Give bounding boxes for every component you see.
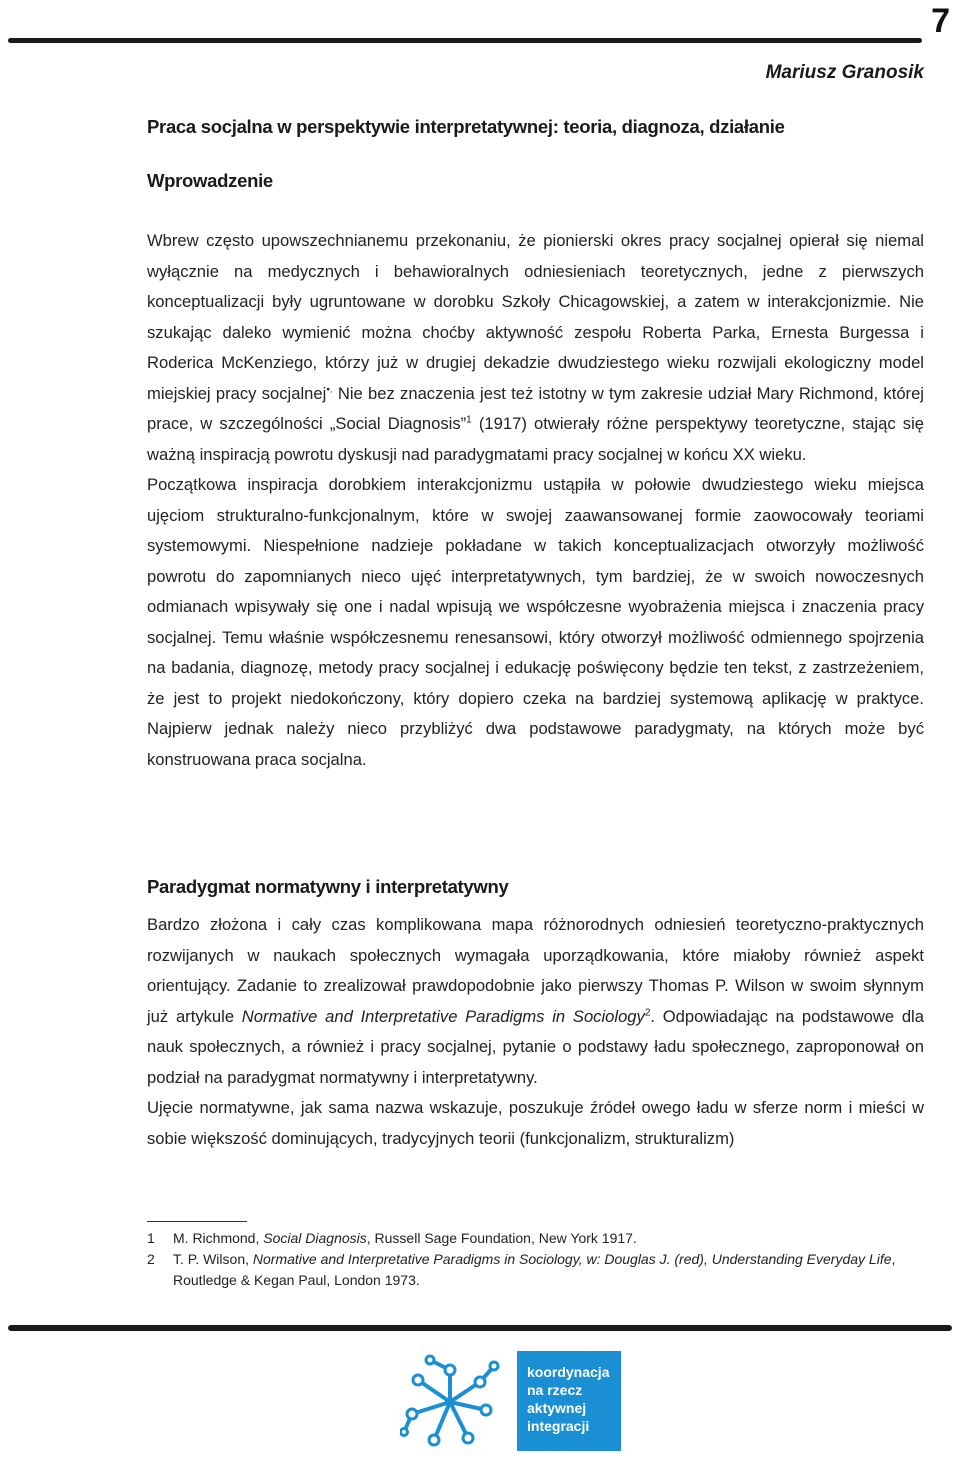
- paragraph: [147, 910, 924, 1093]
- footnote-text-part: , Russell Sage Foundation, New York 1917.: [366, 1230, 637, 1246]
- footnote-text: [173, 1228, 637, 1249]
- footnote-divider: [147, 1221, 247, 1222]
- bottom-rule: [8, 1325, 952, 1331]
- page-number: 7: [931, 2, 950, 40]
- section-heading-paradigms: Paradygmat normatywny i interpretatywny: [147, 876, 509, 897]
- paragraph-text: . Odpowiadając na podstawowe dla nauk społecznych, a również i pracy socjalnej, pytanie o podstawy ładu społecznego, zaproponował on podział na paradygmat normatywny i interpretatywny.: [147, 1006, 924, 1087]
- footnote-text-part: , Routledge & Kegan Paul, London 1973.: [173, 1251, 896, 1288]
- paragraph-text: Bardzo złożona i cały czas komplikowana mapa różnorodnych odniesień teoretyczno-praktycznych rozwijanych w naukach społecznych wymagała uporządkowania, które miałoby również aspekt orientujący. Zadanie to zrealizował prawdopodobnie jako pierwszy Thomas P. Wilson w swoim słynnym już artykule: [147, 915, 924, 1026]
- logo-text-box: [517, 1351, 621, 1451]
- paragraph: [147, 226, 924, 470]
- logo-line: koordynacja: [527, 1364, 610, 1380]
- author-name: Mariusz Granosik: [765, 62, 924, 83]
- footnote-text: [173, 1249, 932, 1291]
- footnote-2: [147, 1249, 932, 1291]
- footnote-1: [147, 1228, 932, 1249]
- network-logo-icon: [400, 1352, 500, 1452]
- article-title-italic: Normative and Interpretative Paradigms in Sociology: [241, 1006, 645, 1026]
- logo-line: na rzecz: [527, 1382, 583, 1398]
- paragraph: Ujęcie normatywne, jak sama nazwa wskazuje, poszukuje źródeł owego ładu w sferze norm i mieści w sobie większość dominujących, tradycyjnych teorii (funkcjonalizm, strukturalizm): [147, 1098, 924, 1148]
- paragraph-text: (1917) otwierały różne perspektywy teoretyczne, stając się ważną inspiracją powrotu dyskusji nad paradygmatami pracy socjalnej w końcu XX wieku.: [147, 414, 924, 464]
- footnotes: [147, 1228, 932, 1291]
- logo-line: integracji: [527, 1418, 590, 1434]
- footnote-text-part: M. Richmond,: [173, 1230, 264, 1246]
- footnote-number: 2: [147, 1251, 155, 1267]
- bullet-mark: •.: [326, 383, 333, 395]
- paragraph: Początkowa inspiracja dorobkiem interakcjonizmu ustąpiła w połowie dwudziestego wieku miejsca ujęciom strukturalno-funkcjonalnym, które w swojej zaawansowanej formie zaowocowały teoriami systemowymi. Niespełnione nadzieje pokładane w takich konceptualizacjach otworzyły możliwość powrotu do zapomnianych nieco ujęć interpretatywnych, tym bardziej, że w swoich nowoczesnych odmianach wpisywały się one i nadal wpisują we współczesne wyobrażenia miejsca i znaczenia pracy socjalnej. Temu właśnie współczesnemu renesansowi, który otworzył możliwość odmiennego spojrzenia na badania, diagnozę, metody pracy socjalnej i edukację poświęcony będzie ten tekst, z zastrzeżeniem, że jest to projekt niedokończony, który dopiero czeka na bardziej systemową aplikację w praktyce. Najpierw jednak należy nieco przybliżyć dwa podstawowe paradygmaty, na których może być konstruowana praca socjalna.: [147, 475, 924, 769]
- footnote-italic: Social Diagnosis: [263, 1230, 367, 1246]
- paragraph-text: Wbrew często upowszechnianemu przekonaniu, że pionierski okres pracy socjalnej opierał się niemal wyłącznie na medycznych i behawioralnych odniesieniach teoretycznych, jedne z pierwszych konceptualizacji były ugruntowane w dorobku Szkoły Chicagowskiej, a zatem w interakcjonizmie. Nie szukając daleko wymienić można choćby aktywność zespołu Roberta Parka, Ernesta Burgessa i Roderica McKenziego, którzy już w drugiej dekadzie dwudziestego wieku rozwijali ekologiczny model miejskiej pracy socjalnej: [147, 231, 924, 403]
- section-body-introduction: [147, 226, 924, 775]
- logo-line: aktywnej: [527, 1400, 587, 1416]
- footnote-ref-2[interactable]: 2: [644, 1006, 651, 1018]
- footnote-italic: Normative and Interpretative Paradigms in Sociology, w: Douglas J. (red), Understanding Everyday Life: [252, 1251, 892, 1267]
- top-rule: [8, 38, 922, 43]
- footnote-number: 1: [147, 1230, 155, 1246]
- article-title: Praca socjalna w perspektywie interpretatywnej: teoria, diagnoza, działanie: [147, 116, 785, 137]
- section-body-paradigms: [147, 910, 924, 1154]
- section-heading-introduction: Wprowadzenie: [147, 170, 273, 191]
- footnote-ref-1[interactable]: 1: [466, 414, 472, 426]
- paragraph-text: Nie bez znaczenia jest też istotny w tym zakresie udział Mary Richmond, której prace, w szczególności „Social Diagnosis”: [147, 383, 924, 433]
- footnote-text-part: T. P. Wilson,: [173, 1251, 253, 1267]
